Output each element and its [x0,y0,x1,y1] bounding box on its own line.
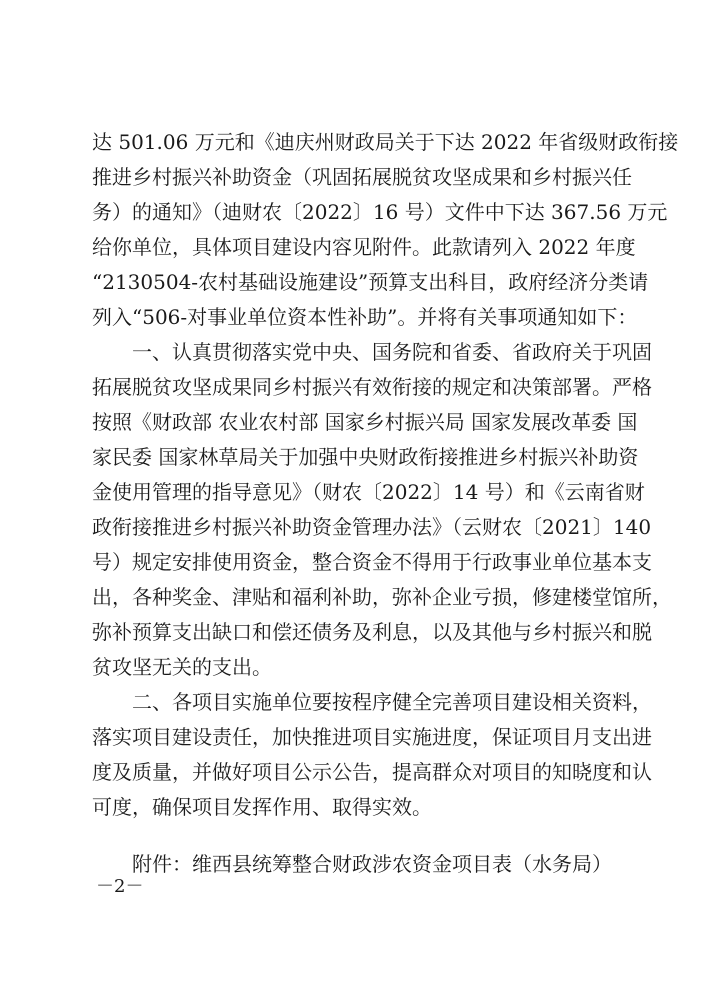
body-line: 达 501.06 万元和《迪庆州财政局关于下达 2022 年省级财政衔接 [92,130,679,154]
body-line: 务）的通知》（迪财农〔2022〕16 号）文件中下达 367.56 万元 [92,200,668,224]
paragraph-two-start: 二、各项目实施单位要按程序健全完善项目建设相关资料， [132,690,652,714]
body-line: 政衔接推进乡村振兴补助资金管理办法》（云财农〔2021〕140 [92,515,652,539]
body-line: 贫攻坚无关的支出。 [92,655,272,679]
page-number: －2－ [96,876,144,897]
body-line: 度及质量，并做好项目公示公告，提高群众对项目的知晓度和认 [92,760,652,784]
body-line: 拓展脱贫攻坚成果同乡村振兴有效衔接的规定和决策部署。严格 [92,375,652,399]
body-line: 落实项目建设责任，加快推进项目实施进度，保证项目月支出进 [92,725,652,749]
body-line: 号）规定安排使用资金，整合资金不得用于行政事业单位基本支 [92,550,652,574]
body-line: 列入“506-对事业单位资本性补助”。并将有关事项通知如下： [92,305,638,329]
body-line: 金使用管理的指导意见》（财农〔2022〕14 号）和《云南省财 [92,480,645,504]
body-line: 可度，确保项目发挥作用、取得实效。 [92,795,432,819]
body-line: “2130504-农村基础设施建设”预算支出科目，政府经济分类请 [92,270,649,294]
body-line: 出，各种奖金、津贴和福利补助，弥补企业亏损，修建楼堂馆所， [92,585,672,609]
body-line: 按照《财政部 农业农村部 国家乡村振兴局 国家发展改革委 国 [92,410,638,434]
paragraph-one-start: 一、认真贯彻落实党中央、国务院和省委、省政府关于巩固 [132,340,652,364]
body-line: 给你单位，具体项目建设内容见附件。此款请列入 2022 年度 [92,235,636,259]
attachment-line: 附件：维西县统筹整合财政涉农资金项目表（水务局） [132,852,612,876]
body-line: 家民委 国家林草局关于加强中央财政衔接推进乡村振兴补助资 [92,445,639,469]
body-line: 推进乡村振兴补助资金（巩固拓展脱贫攻坚成果和乡村振兴任 [92,165,632,189]
body-line: 弥补预算支出缺口和偿还债务及利息，以及其他与乡村振兴和脱 [92,620,652,644]
